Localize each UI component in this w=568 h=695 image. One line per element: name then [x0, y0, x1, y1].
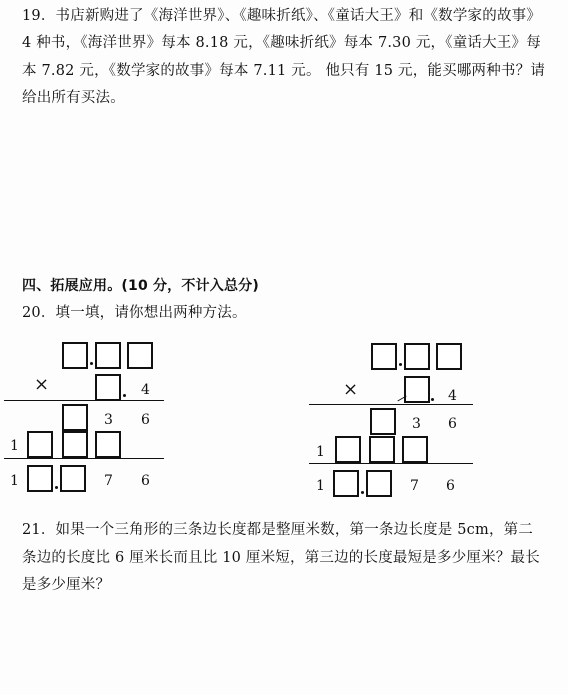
multiply-sign: ×: [343, 379, 359, 400]
q19-line-4: 给出所有买法。: [22, 90, 125, 106]
q19-line-3: 本 7.82 元，《数学家的故事》每本 7.11 元。 他只有 15 元，能买哪两种书？请: [22, 63, 546, 79]
blank-box[interactable]: [27, 465, 53, 492]
q21-line-3: 是多少厘米？: [22, 577, 111, 593]
rule-line: [4, 458, 164, 459]
blank-box[interactable]: [62, 342, 88, 369]
blank-box[interactable]: [333, 470, 359, 497]
digit-4: 4: [141, 382, 150, 398]
digit-7: 7: [104, 473, 113, 489]
section-4-heading: 四、拓展应用。(10 分，不计入总分): [22, 278, 259, 294]
blank-box[interactable]: [95, 342, 121, 369]
blank-box[interactable]: [62, 431, 88, 458]
q21-line-2: 条边的长度比 6 厘米长而且比 10 厘米短，第三边的长度最短是多少厘米？最长: [22, 550, 540, 566]
digit-3: 3: [104, 412, 113, 428]
blank-box[interactable]: [366, 470, 392, 497]
digit-6: 6: [446, 478, 455, 494]
digit-1: 1: [316, 478, 325, 494]
digit-1: 1: [316, 444, 325, 460]
rule-line: [4, 400, 164, 401]
rule-line: [309, 463, 473, 464]
blank-box[interactable]: [127, 342, 153, 369]
rule-line: [309, 404, 473, 405]
q19-line-2: 4 种书，《海洋世界》每本 8.18 元，《趣味折纸》每本 7.30 元，《童话大王》每: [22, 35, 541, 51]
multiply-sign: ×: [34, 374, 50, 395]
q21-line-1: 21．如果一个三角形的三条边长度都是整厘米数，第一条边长度是 5cm，第二: [22, 522, 534, 538]
blank-box[interactable]: [370, 408, 396, 435]
blank-box[interactable]: [95, 374, 121, 401]
digit-1: 1: [10, 473, 19, 489]
q19-line-1: 19．书店新购进了《海洋世界》、《趣味折纸》、《童话大王》和《数学家的故事》: [22, 8, 542, 24]
blank-box[interactable]: [402, 436, 428, 463]
decimal-point: [361, 491, 364, 494]
decimal-point: [123, 394, 126, 397]
blank-box[interactable]: [335, 436, 361, 463]
blank-box[interactable]: [60, 465, 86, 492]
decimal-point: [431, 398, 434, 401]
decimal-point: [55, 486, 58, 489]
digit-3: 3: [412, 416, 421, 432]
blank-box[interactable]: [369, 436, 395, 463]
decimal-point: [399, 363, 402, 366]
blank-box[interactable]: [27, 431, 53, 458]
digit-4: 4: [448, 388, 457, 404]
blank-box[interactable]: [62, 404, 88, 431]
blank-box[interactable]: [404, 376, 430, 403]
digit-7: 7: [410, 478, 419, 494]
q20-prompt: 20．填一填，请你想出两种方法。: [22, 305, 247, 321]
decimal-point: [90, 362, 93, 365]
blank-box[interactable]: [436, 343, 462, 370]
digit-6: 6: [141, 412, 150, 428]
digit-1: 1: [10, 438, 19, 454]
digit-6: 6: [141, 473, 150, 489]
blank-box[interactable]: [404, 343, 430, 370]
blank-box[interactable]: [371, 343, 397, 370]
blank-box[interactable]: [95, 431, 121, 458]
digit-6: 6: [448, 416, 457, 432]
